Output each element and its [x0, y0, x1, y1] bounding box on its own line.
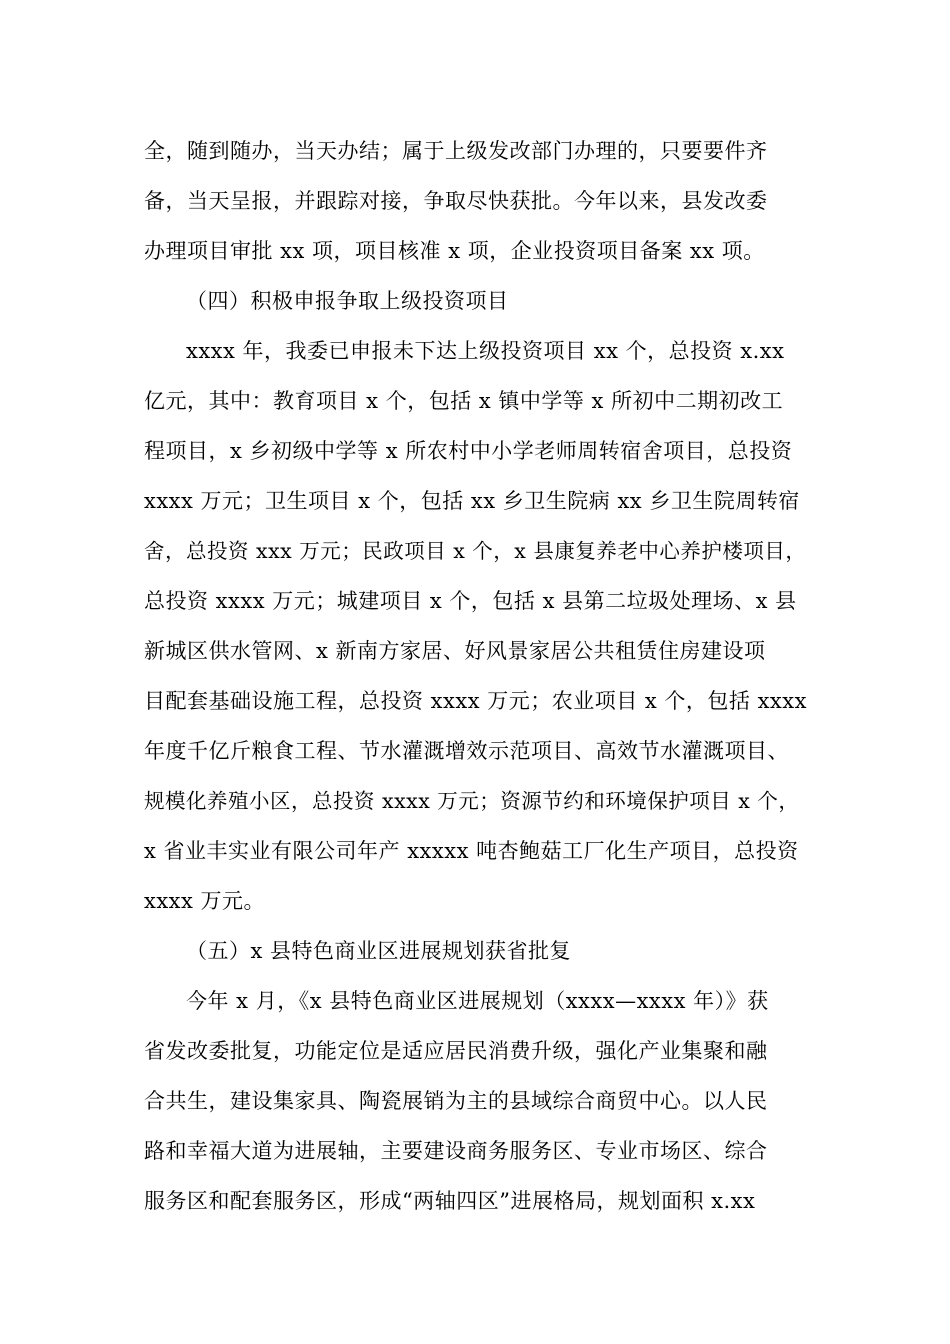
paragraph-line: 办理项目审批 xx 项，项目核准 x 项，企业投资项目备案 xx 项。 [144, 239, 765, 263]
paragraph-line: xxxx 万元；卫生项目 x 个，包括 xx 乡卫生院病 xx 乡卫生院周转宿 [144, 489, 800, 513]
paragraph-line: 舍，总投资 xxx 万元；民政项目 x 个，x 县康复养老中心养护楼项目， [144, 539, 807, 563]
paragraph-line: 全，随到随办，当天办结；属于上级发改部门办理的，只要要件齐 [144, 139, 768, 163]
paragraph-line: 今年 x 月，《x 县特色商业区进展规划（xxxx—xxxx 年）》获 [186, 989, 769, 1013]
paragraph-line: 年度千亿斤粮食工程、节水灌溉增效示范项目、高效节水灌溉项目、 [144, 739, 789, 763]
paragraph-line: xxxx 万元。 [144, 889, 266, 913]
paragraph-line: 新城区供水管网、x 新南方家居、好风景家居公共租赁住房建设项 [144, 639, 766, 663]
paragraph-line: 备，当天呈报，并跟踪对接，争取尽快获批。今年以来，县发改委 [144, 189, 768, 213]
paragraph-line: 亿元，其中：教育项目 x 个，包括 x 镇中学等 x 所初中二期初改工 [144, 389, 784, 413]
paragraph-line: x 省业丰实业有限公司年产 xxxxx 吨杏鲍菇工厂化生产项目，总投资 [144, 839, 799, 863]
paragraph-line: 服务区和配套服务区，形成“两轴四区”进展格局，规划面积 x.xx [144, 1189, 756, 1213]
paragraph-line: 目配套基础设施工程，总投资 xxxx 万元；农业项目 x 个，包括 xxxx [144, 689, 807, 713]
paragraph-line: 规模化养殖小区，总投资 xxxx 万元；资源节约和环境保护项目 x 个， [144, 789, 800, 813]
paragraph-line: 省发改委批复，功能定位是适应居民消费升级，强化产业集聚和融 [144, 1039, 768, 1063]
paragraph-line: 程项目，x 乡初级中学等 x 所农村中小学老师周转宿舍项目，总投资 [144, 439, 793, 463]
paragraph-line: 总投资 xxxx 万元；城建项目 x 个，包括 x 县第二垃圾处理场、x 县 [144, 589, 797, 613]
paragraph-line: xxxx 年，我委已申报未下达上级投资项目 xx 个，总投资 x.xx [186, 339, 785, 363]
paragraph-line: 路和幸福大道为进展轴，主要建设商务服务区、专业市场区、综合 [144, 1139, 768, 1163]
section-heading: （四）积极申报争取上级投资项目 [186, 289, 509, 313]
paragraph-line: 合共生，建设集家具、陶瓷展销为主的县域综合商贸中心。以人民 [144, 1089, 768, 1113]
section-heading: （五）x 县特色商业区进展规划获省批复 [186, 939, 572, 963]
